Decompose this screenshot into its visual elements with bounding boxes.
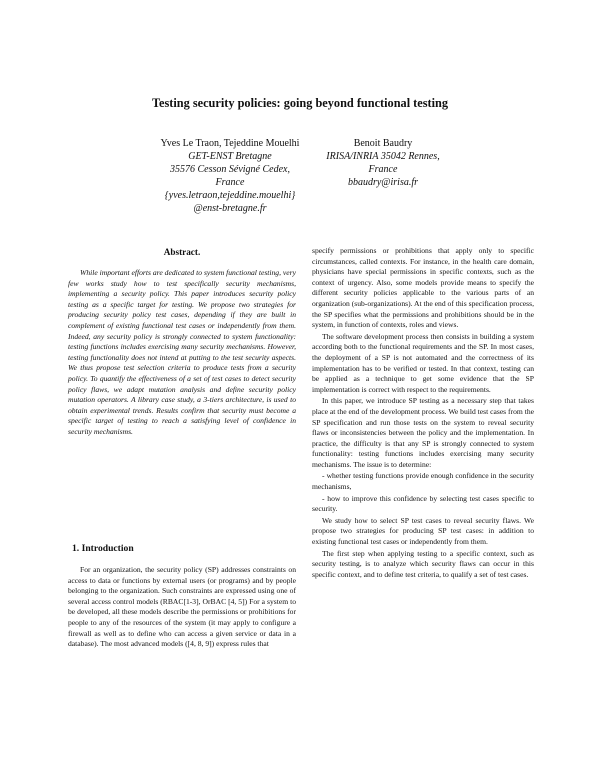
author-names: Benoit Baudry <box>353 138 413 149</box>
author-email-line: @enst-bretagne.fr <box>193 203 267 214</box>
body-paragraph: In this paper, we introduce SP testing as a necessary step that takes place at the end of the development process. We build test cases from the SP specification and run those tests on the system to reveal security flaws or inconsistencies between the policy and the implementation. In practice, the difficulty is that any SP is strongly connected to system functionality: testing functions includes exercising many security mechanisms. The issue is to determine: <box>312 396 534 469</box>
body-paragraph: - whether testing functions provide enough confidence in the security mechanisms, <box>312 471 534 492</box>
paper-title: Testing security policies: going beyond functional testing <box>151 96 449 110</box>
author-affiliation-line: GET-ENST Bretagne <box>188 151 272 162</box>
intro-paragraph: For an organization, the security policy (SP) addresses constraints on access to data or functions by external users (or programs) and by people belonging to the organization. Such constraints are expressed using one of several access control models (RBAC[1-3], OrBAC [4, 5]) For a system to be developed, all these models describe the permissions or prohibitions for people to any of the resources of the system (it may apply to configure a firewall as well as to define who can access a given service or data in a database). The most advanced models ([4, 8, 9]) express rules that <box>68 565 296 649</box>
abstract-heading: Abstract. <box>163 247 201 257</box>
author-block-2 <box>298 137 468 189</box>
body-paragraph: We study how to select SP test cases to reveal security flaws. We propose two strategies for producing SP test cases: in addition to existing functional test cases or independently from them. <box>312 515 534 547</box>
author-affiliation-line: IRISA/INRIA 35042 Rennes, <box>326 151 440 162</box>
body-paragraph: The first step when applying testing to a specific context, such as security testing, is to analyze which security flaws can occur in this specific context, and to define test criteria, to qualify a set of test cases. <box>312 548 534 579</box>
author-affiliation-line: 35576 Cesson Sévigné Cedex, <box>170 164 290 175</box>
section-heading: 1. Introduction <box>72 543 134 554</box>
abstract-paragraph: While important efforts are dedicated to system functional testing, very few works study how to test specifically security mechanisms, implementing a security policy. This paper introduces security policy testing as a specific target for testing. We propose two strategies for producing security policy test cases, depending if they are built in complement of existing functional test cases or independently from them. Indeed, any security policy is strongly connected to system functionality: testing functions includes exercising many security mechanisms. However, testing functionality does not intend at putting to the test security aspects. We thus propose test selection criteria to produce tests from a security policy. To quantify the effectiveness of a set of test cases to detect security policy flaws, we adapt mutation analysis and define security policy mutation operators. A library case study, a 3-tiers architecture, is used to obtain experimental trends. Results confirm that security must become a specific target of testing to reach a satisfying level of confidence in security mechanisms. <box>68 268 296 436</box>
author-affiliation-line: France <box>368 164 398 175</box>
body-paragraph: The software development process then consists in building a system according both to the functional requirements and the SP. In most cases, the deployment of a SP is not automated and the correctness of its implementation has to be verified or tested. In that context, testing can be applied as a technique to get some evidence that the SP implementation is correct with respect to the requirements. <box>312 331 534 394</box>
author-names: Yves Le Traon, Tejeddine Mouelhi <box>160 138 300 149</box>
right-column-body <box>312 246 534 581</box>
body-paragraph: specify permissions or prohibitions that apply only to specific circumstances, called contexts. For instance, in the health care domain, physicians have special permissions in specific contexts, such as the context of urgency. Also, some models provide means to specify the different security policies applicable to the various parts of an organization (sub-organizations). At the end of this specification process, the SP specifies what the permissions and prohibitions should be in the system, in function of contexts, roles and views. <box>312 246 534 330</box>
body-paragraph: - how to improve this confidence by selecting test cases specific to security. <box>312 493 534 514</box>
intro-body <box>68 565 296 650</box>
author-email-line: bbaudry@irisa.fr <box>347 177 419 188</box>
author-affiliation-line: France <box>215 177 245 188</box>
author-email-line: {yves.letraon,tejeddine.mouelhi} <box>164 190 296 201</box>
abstract-body <box>68 268 296 438</box>
